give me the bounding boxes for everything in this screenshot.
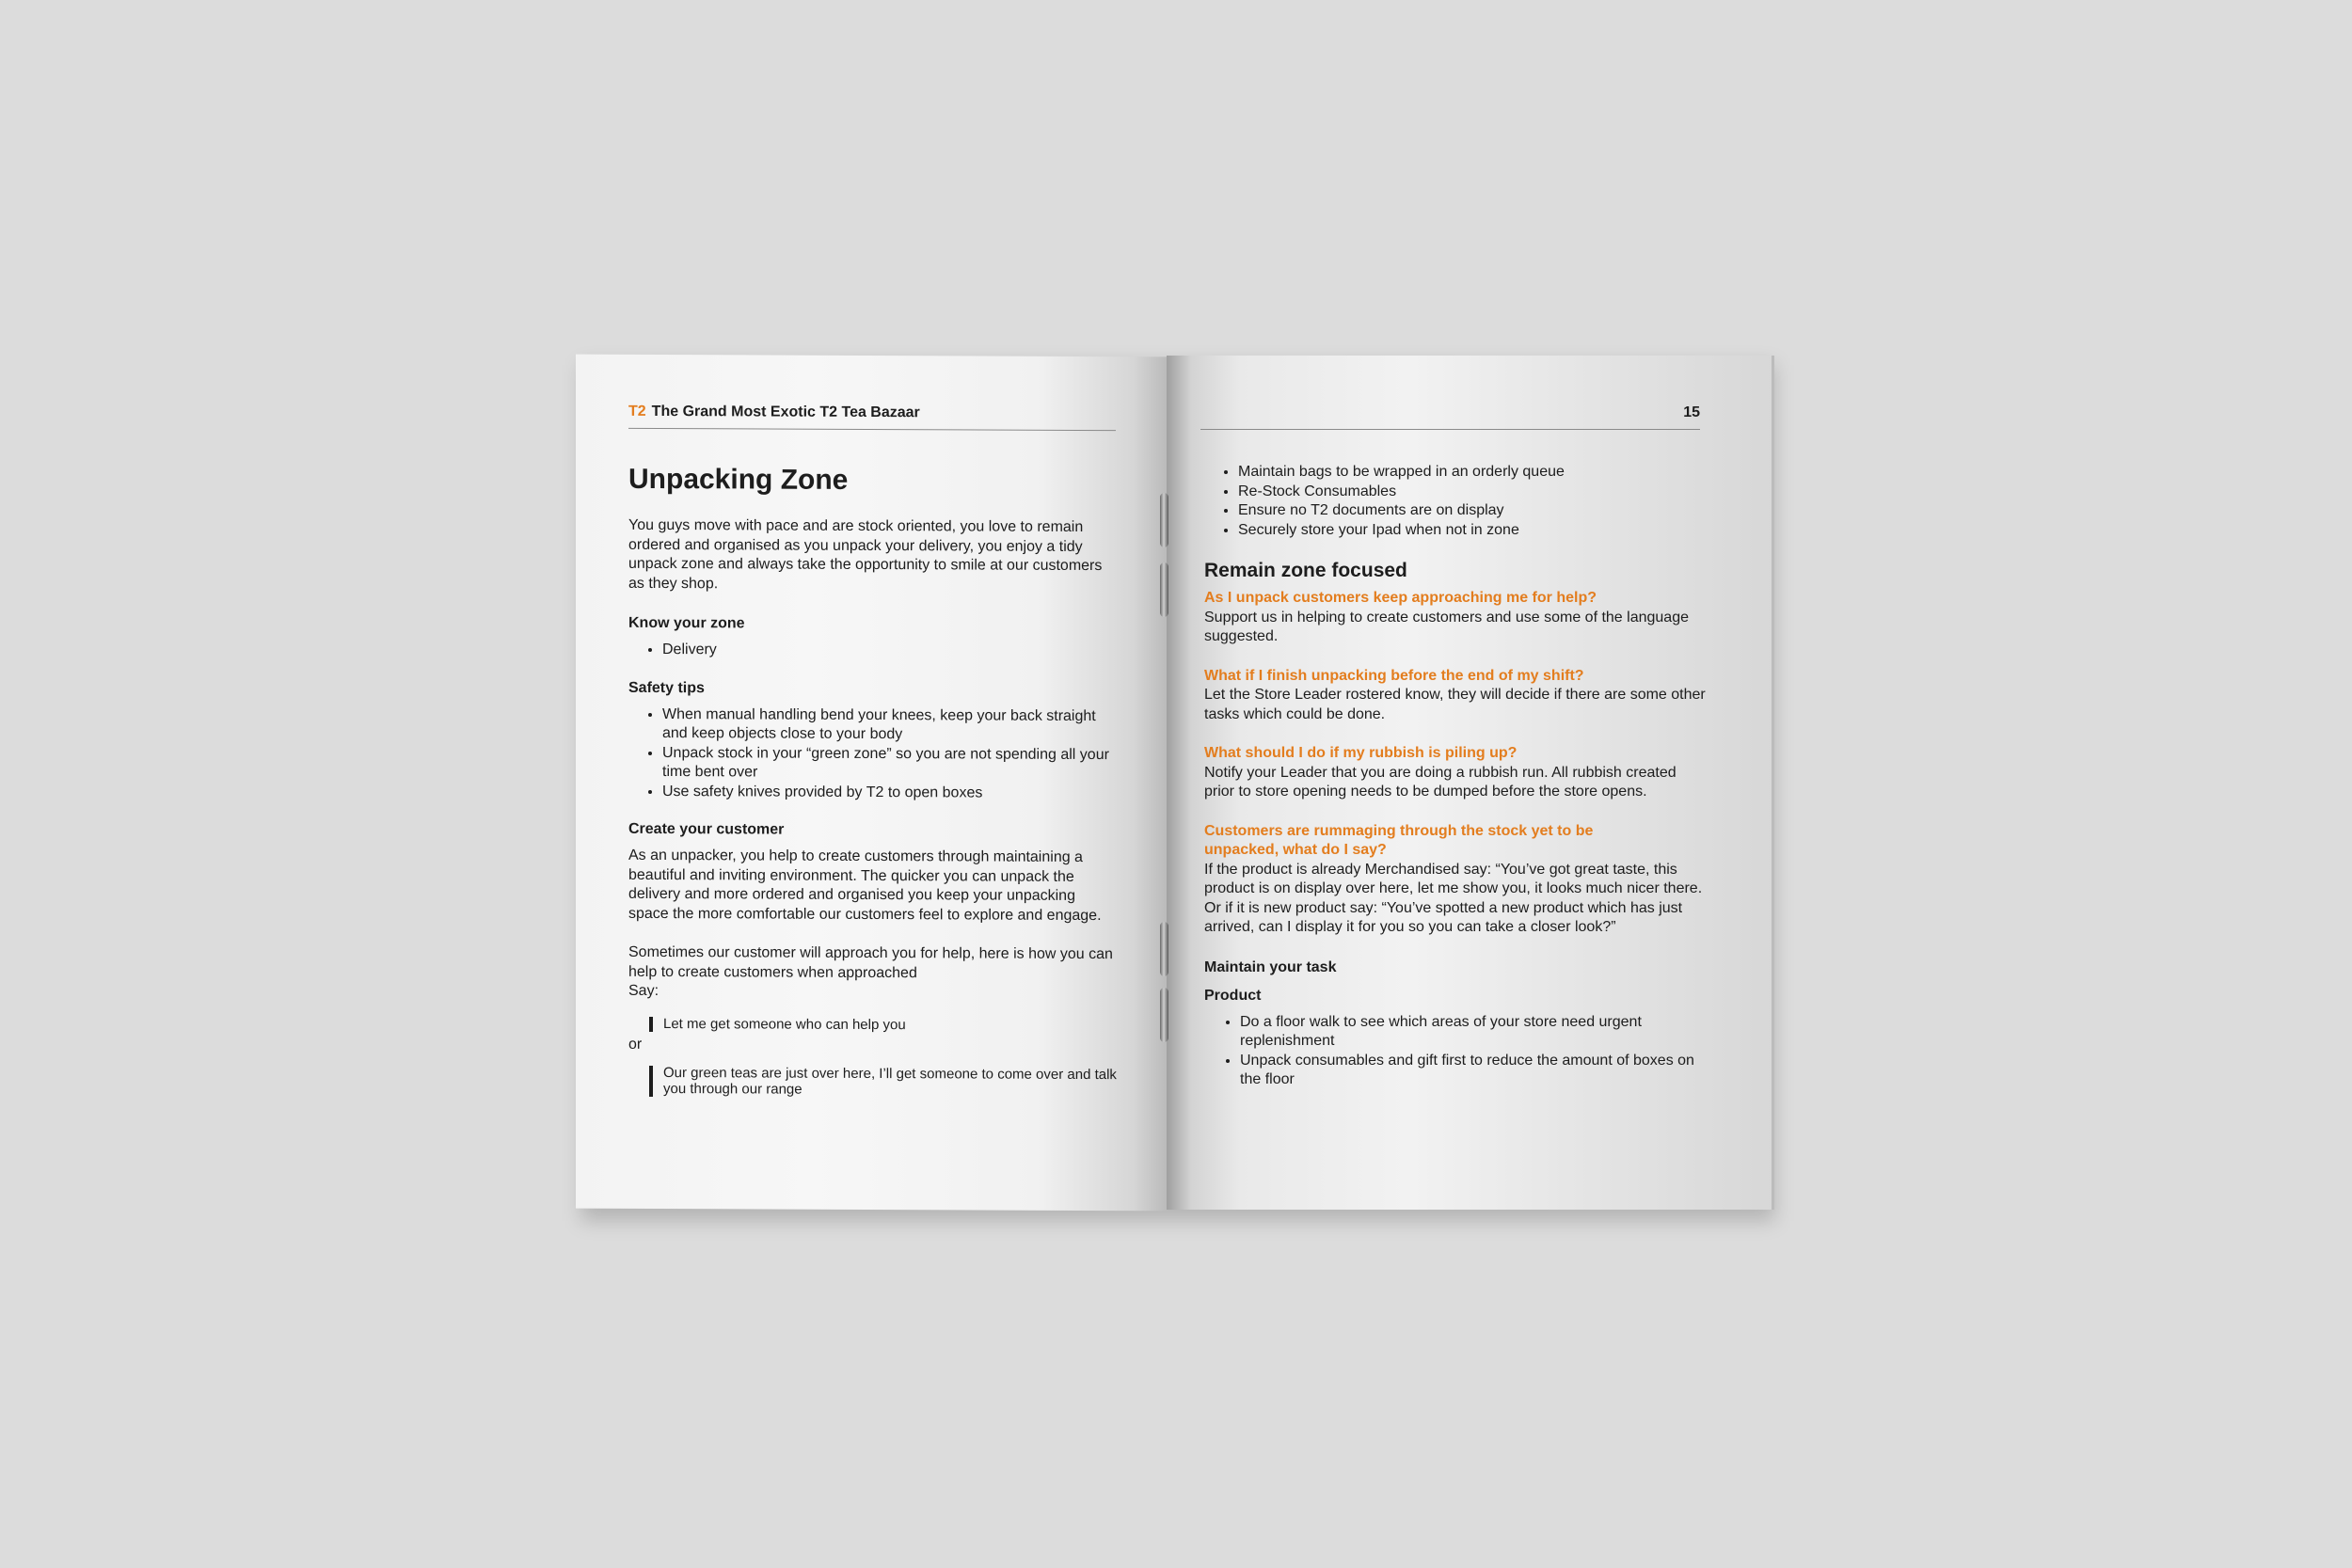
staple-bottom-lower: [1160, 988, 1168, 1042]
maintain-heading: Maintain your task: [1204, 958, 1337, 975]
list-item: • Delivery: [662, 641, 1118, 662]
create-customer-heading: Create your customer: [628, 820, 785, 838]
running-header: [628, 404, 1116, 431]
safety-heading: Safety tips: [628, 679, 705, 696]
quote-1: Let me get someone who can help you: [649, 1016, 1118, 1034]
list-item: • Do a floor walk to see which areas of your store need urgent replenishment: [1240, 1013, 1708, 1052]
page-number: 15: [1683, 404, 1700, 420]
staple-top-lower: [1160, 562, 1168, 617]
intro-paragraph: You guys move with pace and are stock oriented, you love to remain ordered and organised as you unpack your delivery, you enjoy a tidy unpack zone and always take the opportunity to smile at our customers as they shop.: [628, 516, 1103, 592]
right-content: [1204, 463, 1708, 1090]
booklet-title: The Grand Most Exotic T2 Tea Bazaar: [651, 403, 920, 421]
approach-paragraph: Sometimes our customer will approach you for help, here is how you can help to create customers when approached: [628, 943, 1113, 981]
left-page: [576, 355, 1168, 1212]
faq-question: As I unpack customers keep approaching me for help?: [1204, 590, 1597, 606]
page-title: Unpacking Zone: [628, 463, 849, 496]
list-item: • Ensure no T2 documents are on display: [1238, 501, 1708, 521]
product-heading: Product: [1204, 987, 1262, 1004]
faq-question: What should I do if my rubbish is piling up?: [1204, 745, 1518, 761]
list-item: • Unpack consumables and gift first to reduce the amount of boxes on the floor: [1240, 1052, 1708, 1090]
faq-question: Customers are rummaging through the stock yet to be unpacked, what do I say?: [1204, 822, 1594, 858]
top-list: [1204, 463, 1708, 540]
left-content: [628, 464, 1118, 1099]
product-list: [1204, 1013, 1708, 1090]
list-item: • Use safety knives provided by T2 to open boxes: [662, 783, 1118, 804]
brand-mark: T2: [628, 403, 646, 420]
faq-question: What if I finish unpacking before the end of my shift?: [1204, 667, 1584, 684]
faq-answer: Notify your Leader that you are doing a rubbish run. All rubbish created prior to store opening needs to be dumped before the store opens.: [1204, 764, 1677, 800]
right-header-rule: [1200, 404, 1700, 430]
booklet-spread: [576, 356, 1774, 1212]
right-page: [1167, 356, 1774, 1210]
staple-bottom: [1160, 922, 1168, 976]
remain-heading: Remain zone focused: [1204, 560, 1407, 581]
list-item: • Securely store your Ipad when not in zone: [1238, 521, 1708, 541]
or-label: or: [628, 1036, 643, 1053]
list-item: • Unpack stock in your “green zone” so you are not spending all your time bent over: [662, 744, 1118, 784]
list-item: • When manual handling bend your knees, keep your back straight and keep objects close to your body: [662, 705, 1118, 746]
know-zone-list: [628, 641, 1118, 662]
faq-answer: If the product is already Merchandised say: “You’ve got great taste, this product is on display over here, let me show you, it looks much nicer there. Or if it is new product say: “You’ve spotted a new product which has just arrived, can I display it for you so you can take a closer look?”: [1204, 861, 1703, 935]
safety-list: [628, 705, 1118, 803]
know-zone-heading: Know your zone: [628, 614, 745, 632]
list-item: • Maintain bags to be wrapped in an orderly queue: [1238, 463, 1708, 483]
faq-answer: Support us in helping to create customers and use some of the language suggested.: [1204, 609, 1689, 644]
faq-answer: Let the Store Leader rostered know, they will decide if there are some other tasks which could be done.: [1204, 687, 1706, 722]
quote-2: Our green teas are just over here, I’ll get someone to come over and talk you through our range: [649, 1066, 1118, 1099]
staple-top: [1160, 493, 1168, 547]
say-label: Say:: [628, 982, 660, 1000]
list-item: • Re-Stock Consumables: [1238, 483, 1708, 502]
create-customer-paragraph: As an unpacker, you help to create customers through maintaining a beautiful and inviting environment. The quicker you can unpack the delivery and more ordered and organised you keep your unpacking space the more comfortable our customers feel to explore and engage.: [628, 847, 1102, 924]
